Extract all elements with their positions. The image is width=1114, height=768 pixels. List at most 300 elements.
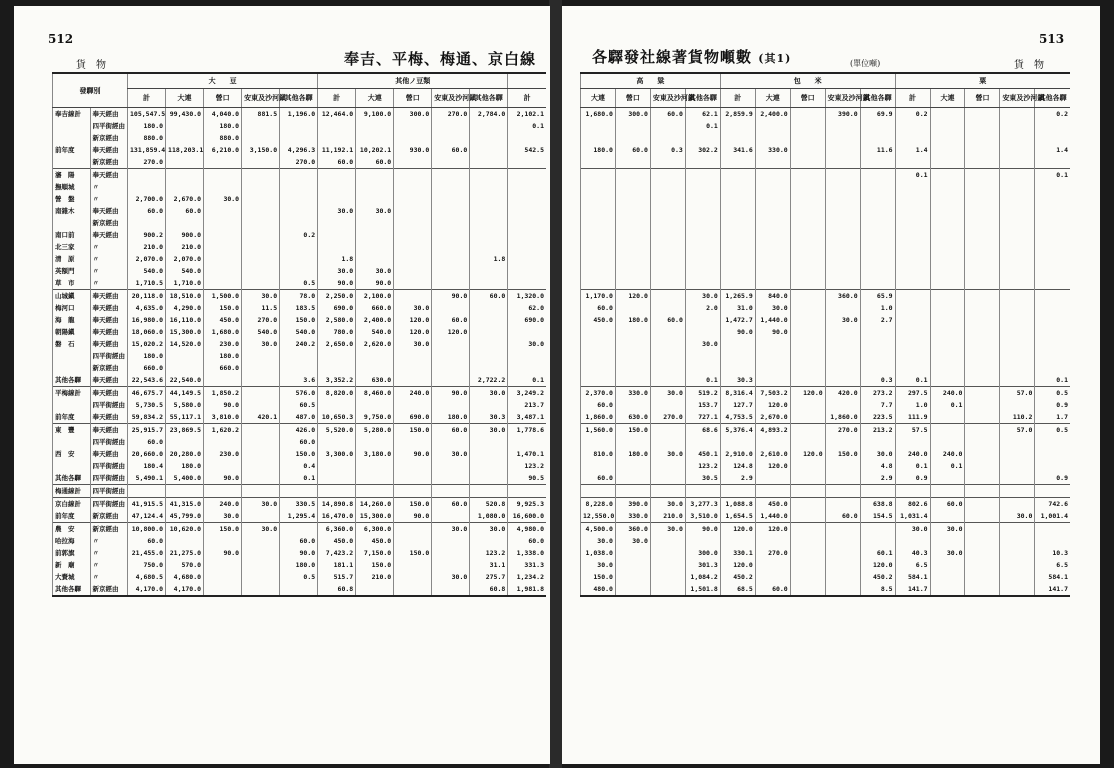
table-cell: 30.0 (356, 205, 394, 217)
table-cell (720, 350, 755, 362)
table-cell (1000, 472, 1035, 485)
table-cell: 880.0 (204, 132, 242, 144)
table-cell (432, 535, 470, 547)
table-cell (650, 217, 685, 229)
table-cell: 180.0 (128, 120, 166, 132)
table-cell (650, 120, 685, 132)
table-cell (965, 169, 1000, 182)
table-cell: 240.2 (280, 338, 318, 350)
table-cell (895, 302, 930, 314)
table-cell: 450.0 (581, 314, 616, 326)
table-cell (242, 241, 280, 253)
table-cell (965, 302, 1000, 314)
table-cell: 180.0 (280, 559, 318, 571)
table-cell (650, 205, 685, 217)
table-cell: 0.1 (895, 169, 930, 182)
table-cell (204, 265, 242, 277)
table-cell (615, 350, 650, 362)
table-cell (1035, 132, 1070, 144)
table-cell (242, 156, 280, 169)
table-cell: 360.0 (825, 290, 860, 303)
table-cell (1000, 290, 1035, 303)
table-row (581, 583, 1071, 596)
station-label (53, 217, 91, 229)
table-cell: 576.0 (280, 387, 318, 400)
table-row (53, 108, 547, 121)
table-cell: 30.0 (432, 571, 470, 583)
table-cell: 5,730.5 (128, 399, 166, 411)
table-cell: 8,460.0 (356, 387, 394, 400)
table-cell: 0.2 (280, 229, 318, 241)
table-cell (685, 181, 720, 193)
table-cell: 1.7 (1035, 411, 1070, 424)
route-label: 奉天經由 (90, 448, 128, 460)
table-cell (432, 217, 470, 229)
table-cell: 450.0 (204, 314, 242, 326)
route-label: 新京經由 (90, 156, 128, 169)
table-cell (615, 460, 650, 472)
table-cell: 0.5 (1035, 387, 1070, 400)
table-cell: 30.0 (508, 338, 546, 350)
table-cell: 120.0 (394, 326, 432, 338)
table-cell (720, 169, 755, 182)
station-label: 前年度 (53, 144, 91, 156)
table-cell (1000, 460, 1035, 472)
table-cell: 750.0 (128, 559, 166, 571)
table-cell: 22,540.0 (166, 374, 204, 387)
table-cell (615, 436, 650, 448)
group-header: 大 豆 (128, 73, 318, 89)
table-cell (1000, 326, 1035, 338)
station-label: 前年度 (53, 411, 91, 424)
table-cell (650, 583, 685, 596)
table-cell: 742.6 (1035, 498, 1070, 511)
table-cell (242, 472, 280, 485)
table-cell (930, 338, 965, 350)
table-row (53, 326, 547, 338)
table-cell (242, 120, 280, 132)
table-cell (204, 583, 242, 596)
table-cell (204, 181, 242, 193)
table-row (581, 424, 1071, 437)
table-cell (508, 181, 546, 193)
table-cell: 99,430.0 (166, 108, 204, 121)
table-cell: 270.0 (650, 411, 685, 424)
table-cell (755, 338, 790, 350)
table-cell (356, 217, 394, 229)
table-cell: 110.2 (1000, 411, 1035, 424)
table-cell: 30.0 (860, 448, 895, 460)
table-cell (204, 253, 242, 265)
table-cell (895, 193, 930, 205)
table-row (581, 253, 1071, 265)
table-cell: 120.0 (790, 387, 825, 400)
table-cell (1000, 265, 1035, 277)
table-cell: 0.1 (1035, 374, 1070, 387)
table-cell (204, 535, 242, 547)
table-cell (1035, 436, 1070, 448)
table-row (53, 229, 547, 241)
table-cell: 2,670.0 (755, 411, 790, 424)
station-label (53, 350, 91, 362)
table-cell (615, 559, 650, 571)
table-cell (470, 535, 508, 547)
table-cell (470, 120, 508, 132)
table-cell: 515.7 (318, 571, 356, 583)
table-cell: 330.0 (755, 144, 790, 156)
page-title: 奉吉、平梅、梅通、京白線 (344, 50, 537, 68)
table-cell (790, 326, 825, 338)
table-cell (755, 120, 790, 132)
table-cell (280, 362, 318, 374)
station-label: 前年度 (53, 510, 91, 523)
table-cell (965, 253, 1000, 265)
table-cell (965, 523, 1000, 536)
table-cell (432, 350, 470, 362)
table-row (581, 229, 1071, 241)
table-cell: 1,860.0 (825, 411, 860, 424)
table-cell: 0.5 (280, 571, 318, 583)
table-cell: 0.1 (1035, 169, 1070, 182)
table-row (53, 205, 547, 217)
table-cell: 62.0 (508, 302, 546, 314)
table-cell: 150.0 (394, 424, 432, 437)
table-cell (394, 253, 432, 265)
table-cell: 540.0 (242, 326, 280, 338)
table-cell (394, 583, 432, 596)
station-label: 其他各驛 (53, 374, 91, 387)
station-label: 南口前 (53, 229, 91, 241)
table-cell (615, 132, 650, 144)
route-label: 奉天經由 (90, 314, 128, 326)
table-cell (432, 485, 470, 498)
table-row (581, 374, 1071, 387)
table-cell (825, 583, 860, 596)
table-cell (356, 132, 394, 144)
table-cell (825, 132, 860, 144)
table-cell: 3,352.2 (318, 374, 356, 387)
table-cell (965, 583, 1000, 596)
route-label: 奉天經由 (90, 108, 128, 121)
table-cell (615, 181, 650, 193)
table-cell (755, 571, 790, 583)
table-cell (615, 399, 650, 411)
table-cell (318, 362, 356, 374)
table-cell (860, 265, 895, 277)
table-cell (1000, 350, 1035, 362)
table-cell (1035, 448, 1070, 460)
station-label: 其他各驛 (53, 583, 91, 596)
table-cell: 120.0 (755, 460, 790, 472)
table-cell (720, 253, 755, 265)
table-cell (470, 460, 508, 472)
table-cell: 1,710.0 (166, 277, 204, 290)
table-cell (1000, 181, 1035, 193)
station-label: 哈拉海 (53, 535, 91, 547)
table-row (53, 374, 547, 387)
table-cell (432, 302, 470, 314)
table-cell: 7,503.2 (755, 387, 790, 400)
table-cell: 1,038.0 (581, 547, 616, 559)
table-cell (242, 559, 280, 571)
table-row (53, 132, 547, 144)
table-cell (965, 387, 1000, 400)
table-cell (242, 181, 280, 193)
table-cell: 60.0 (508, 535, 546, 547)
table-cell (650, 571, 685, 583)
table-row (581, 217, 1071, 229)
table-cell: 1,084.2 (685, 571, 720, 583)
table-cell (685, 436, 720, 448)
table-cell (755, 350, 790, 362)
table-cell (394, 132, 432, 144)
table-cell (965, 265, 1000, 277)
page-title (592, 46, 791, 67)
table-cell (930, 253, 965, 265)
station-label: 新 廟 (53, 559, 91, 571)
table-cell: 5,400.0 (166, 472, 204, 485)
table-cell (394, 181, 432, 193)
table-cell (650, 374, 685, 387)
table-cell: 1,850.2 (204, 387, 242, 400)
table-cell (394, 156, 432, 169)
table-cell (790, 547, 825, 559)
station-label: 西 安 (53, 448, 91, 460)
route-label: 〃 (90, 559, 128, 571)
table-row (581, 108, 1071, 121)
table-cell: 330.5 (280, 498, 318, 511)
table-row (581, 571, 1071, 583)
table-row (53, 144, 547, 156)
table-row (581, 472, 1071, 485)
table-cell: 55,117.1 (166, 411, 204, 424)
table-cell (470, 277, 508, 290)
table-cell: 0.5 (280, 277, 318, 290)
table-row (53, 193, 547, 205)
table-cell: 60.0 (650, 108, 685, 121)
table-cell: 5,520.0 (318, 424, 356, 437)
table-cell: 3,180.0 (356, 448, 394, 460)
table-cell: 2.7 (860, 314, 895, 326)
table-cell: 25,915.7 (128, 424, 166, 437)
table-cell (860, 485, 895, 498)
table-cell (615, 193, 650, 205)
table-cell: 69.9 (860, 108, 895, 121)
table-cell (166, 350, 204, 362)
table-cell: 1,654.5 (720, 510, 755, 523)
table-cell: 3,300.0 (318, 448, 356, 460)
table-cell (470, 144, 508, 156)
table-cell (825, 535, 860, 547)
table-cell (432, 338, 470, 350)
table-cell (318, 436, 356, 448)
table-cell (895, 132, 930, 144)
table-row (53, 510, 547, 523)
table-cell (790, 132, 825, 144)
table-cell (685, 265, 720, 277)
station-label: 前郭旗 (53, 547, 91, 559)
column-header: 大連 (166, 89, 204, 108)
table-cell (394, 460, 432, 472)
table-cell: 2,859.9 (720, 108, 755, 121)
group-header: 粟 (895, 73, 1070, 89)
station-label: 平梅線計 (53, 387, 91, 400)
table-cell (755, 169, 790, 182)
table-cell (394, 523, 432, 536)
table-cell (1035, 302, 1070, 314)
table-cell (755, 472, 790, 485)
table-cell (432, 472, 470, 485)
table-cell (615, 229, 650, 241)
table-cell (166, 169, 204, 182)
table-cell (720, 436, 755, 448)
table-cell (356, 362, 394, 374)
table-cell: 150.0 (356, 559, 394, 571)
table-cell (581, 217, 616, 229)
table-cell: 131,859.4 (128, 144, 166, 156)
table-cell (1000, 485, 1035, 498)
table-cell: 15,300.0 (166, 326, 204, 338)
column-header: 營口 (615, 89, 650, 108)
table-cell (1000, 132, 1035, 144)
table-cell: 4,680.5 (128, 571, 166, 583)
table-cell: 10,202.1 (356, 144, 394, 156)
table-cell (965, 472, 1000, 485)
table-cell (720, 277, 755, 290)
station-label: 磐 石 (53, 338, 91, 350)
table-cell (825, 350, 860, 362)
column-header: 大連 (930, 89, 965, 108)
route-label: 新京經由 (90, 583, 128, 596)
table-cell (790, 193, 825, 205)
table-row (53, 314, 547, 326)
table-cell (581, 205, 616, 217)
table-cell: 1,295.4 (280, 510, 318, 523)
table-cell: 90.0 (685, 523, 720, 536)
table-cell: 60.0 (825, 510, 860, 523)
table-cell: 660.0 (356, 302, 394, 314)
table-cell (432, 362, 470, 374)
table-cell: 1,265.9 (720, 290, 755, 303)
table-cell (720, 205, 755, 217)
table-cell: 60.8 (470, 583, 508, 596)
table-cell (720, 181, 755, 193)
station-label: 清 原 (53, 253, 91, 265)
table-cell (965, 485, 1000, 498)
table-cell (318, 132, 356, 144)
table-cell (581, 362, 616, 374)
station-label (53, 460, 91, 472)
table-cell (470, 265, 508, 277)
table-cell (965, 510, 1000, 523)
table-row (581, 448, 1071, 460)
table-cell (1000, 253, 1035, 265)
table-cell (1035, 253, 1070, 265)
table-cell (581, 436, 616, 448)
table-cell: 180.0 (204, 350, 242, 362)
table-cell: 930.0 (394, 144, 432, 156)
route-label: 〃 (90, 193, 128, 205)
table-cell: 45,799.0 (166, 510, 204, 523)
table-cell: 4,500.0 (581, 523, 616, 536)
table-cell (895, 338, 930, 350)
table-cell (965, 399, 1000, 411)
table-cell (650, 424, 685, 437)
table-cell: 1,470.1 (508, 448, 546, 460)
table-cell: 30.0 (615, 535, 650, 547)
table-cell: 727.1 (685, 411, 720, 424)
table-cell (242, 265, 280, 277)
table-cell (318, 217, 356, 229)
table-cell (825, 277, 860, 290)
table-cell: 4,040.0 (204, 108, 242, 121)
table-cell: 60.0 (166, 205, 204, 217)
table-cell (1000, 302, 1035, 314)
table-cell (508, 217, 546, 229)
table-cell (318, 399, 356, 411)
table-cell: 584.1 (1035, 571, 1070, 583)
table-row (581, 290, 1071, 303)
table-cell (965, 132, 1000, 144)
table-cell (685, 535, 720, 547)
running-head: 貨 物 (76, 60, 106, 71)
table-cell (432, 132, 470, 144)
table-cell (965, 424, 1000, 437)
table-cell: 0.1 (508, 120, 546, 132)
table-cell: 90.0 (432, 290, 470, 303)
station-label: 山城鎭 (53, 290, 91, 303)
table-cell (720, 485, 755, 498)
table-cell (432, 559, 470, 571)
table-cell: 9,100.0 (356, 108, 394, 121)
table-cell (790, 338, 825, 350)
table-cell (242, 460, 280, 472)
table-cell: 118,203.1 (166, 144, 204, 156)
table-cell (965, 156, 1000, 169)
table-cell (930, 229, 965, 241)
table-cell (204, 460, 242, 472)
column-header: 營口 (965, 89, 1000, 108)
table-cell: 450.0 (356, 535, 394, 547)
table-cell (790, 559, 825, 571)
table-cell (965, 448, 1000, 460)
table-cell (470, 193, 508, 205)
table-cell: 273.2 (860, 387, 895, 400)
table-cell: 1.4 (1035, 144, 1070, 156)
running-head: 貨 物 (1014, 60, 1044, 71)
table-cell (242, 374, 280, 387)
table-cell: 840.0 (755, 290, 790, 303)
table-cell: 1,031.4 (895, 510, 930, 523)
table-cell (615, 326, 650, 338)
table-cell: 690.0 (318, 302, 356, 314)
table-cell: 0.3 (650, 144, 685, 156)
table-cell: 542.5 (508, 144, 546, 156)
table-cell (790, 156, 825, 169)
unit-label: (單位噸) (850, 59, 881, 68)
station-label: 營 盤 (53, 193, 91, 205)
table-cell: 180.0 (581, 144, 616, 156)
table-cell: 30.0 (394, 302, 432, 314)
table-cell (965, 338, 1000, 350)
table-cell (720, 229, 755, 241)
table-cell: 1.0 (895, 399, 930, 411)
table-cell: 4.8 (860, 460, 895, 472)
table-cell (825, 229, 860, 241)
table-cell: 1.8 (318, 253, 356, 265)
route-label: 〃 (90, 547, 128, 559)
table-cell: 41,915.5 (128, 498, 166, 511)
